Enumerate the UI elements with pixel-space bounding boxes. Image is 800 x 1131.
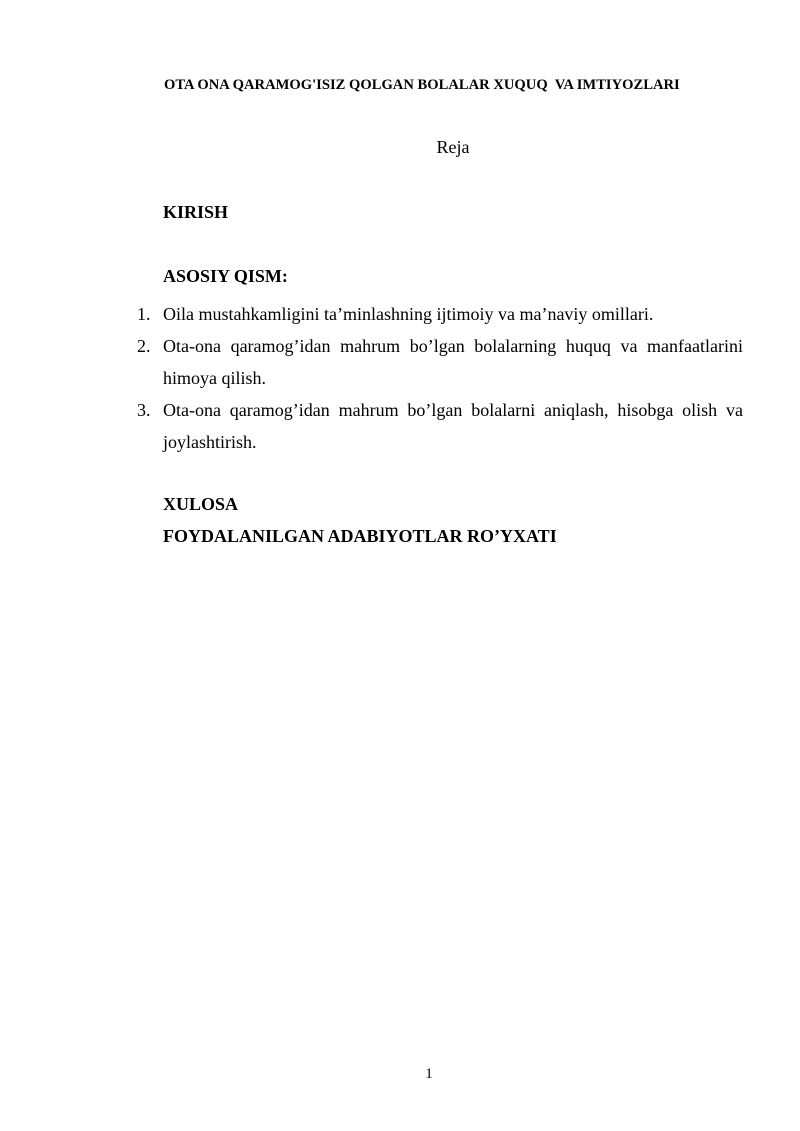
plan-item-number: 3. [137,400,151,420]
plan-item-number: 2. [137,336,151,356]
plan-title: Reja [436,137,470,157]
document-title: OTA ONA QARAMOG'ISIZ QOLGAN BOLALAR XUQUQ VA IMTIYOZLARI [164,77,680,93]
conclusion-heading: XULOSA [163,494,239,514]
plan-item-1 [134,298,743,330]
intro-heading: KIRISH [163,202,229,222]
plan-item-3 [134,394,743,458]
page-number: 1 [425,1066,433,1082]
plan-item-2 [134,330,743,394]
plan-item-text: Ota-ona qaramog’idan mahrum bo’lgan bolalarni aniqlash, hisobga olish va joylashtirish. [163,400,743,452]
main-part-heading: ASOSIY QISM: [163,266,288,286]
plan-item-text: Oila mustahkamligini ta’minlashning ijtimoiy va ma’naviy omillari. [163,304,654,324]
references-heading: FOYDALANILGAN ADABIYOTLAR RO’YXATI [163,526,557,546]
plan-item-text: Ota-ona qaramog’idan mahrum bo’lgan bolalarning huquq va manfaatlarini himoya qilish. [163,336,743,388]
plan-list [134,298,743,458]
plan-item-number: 1. [137,304,151,324]
